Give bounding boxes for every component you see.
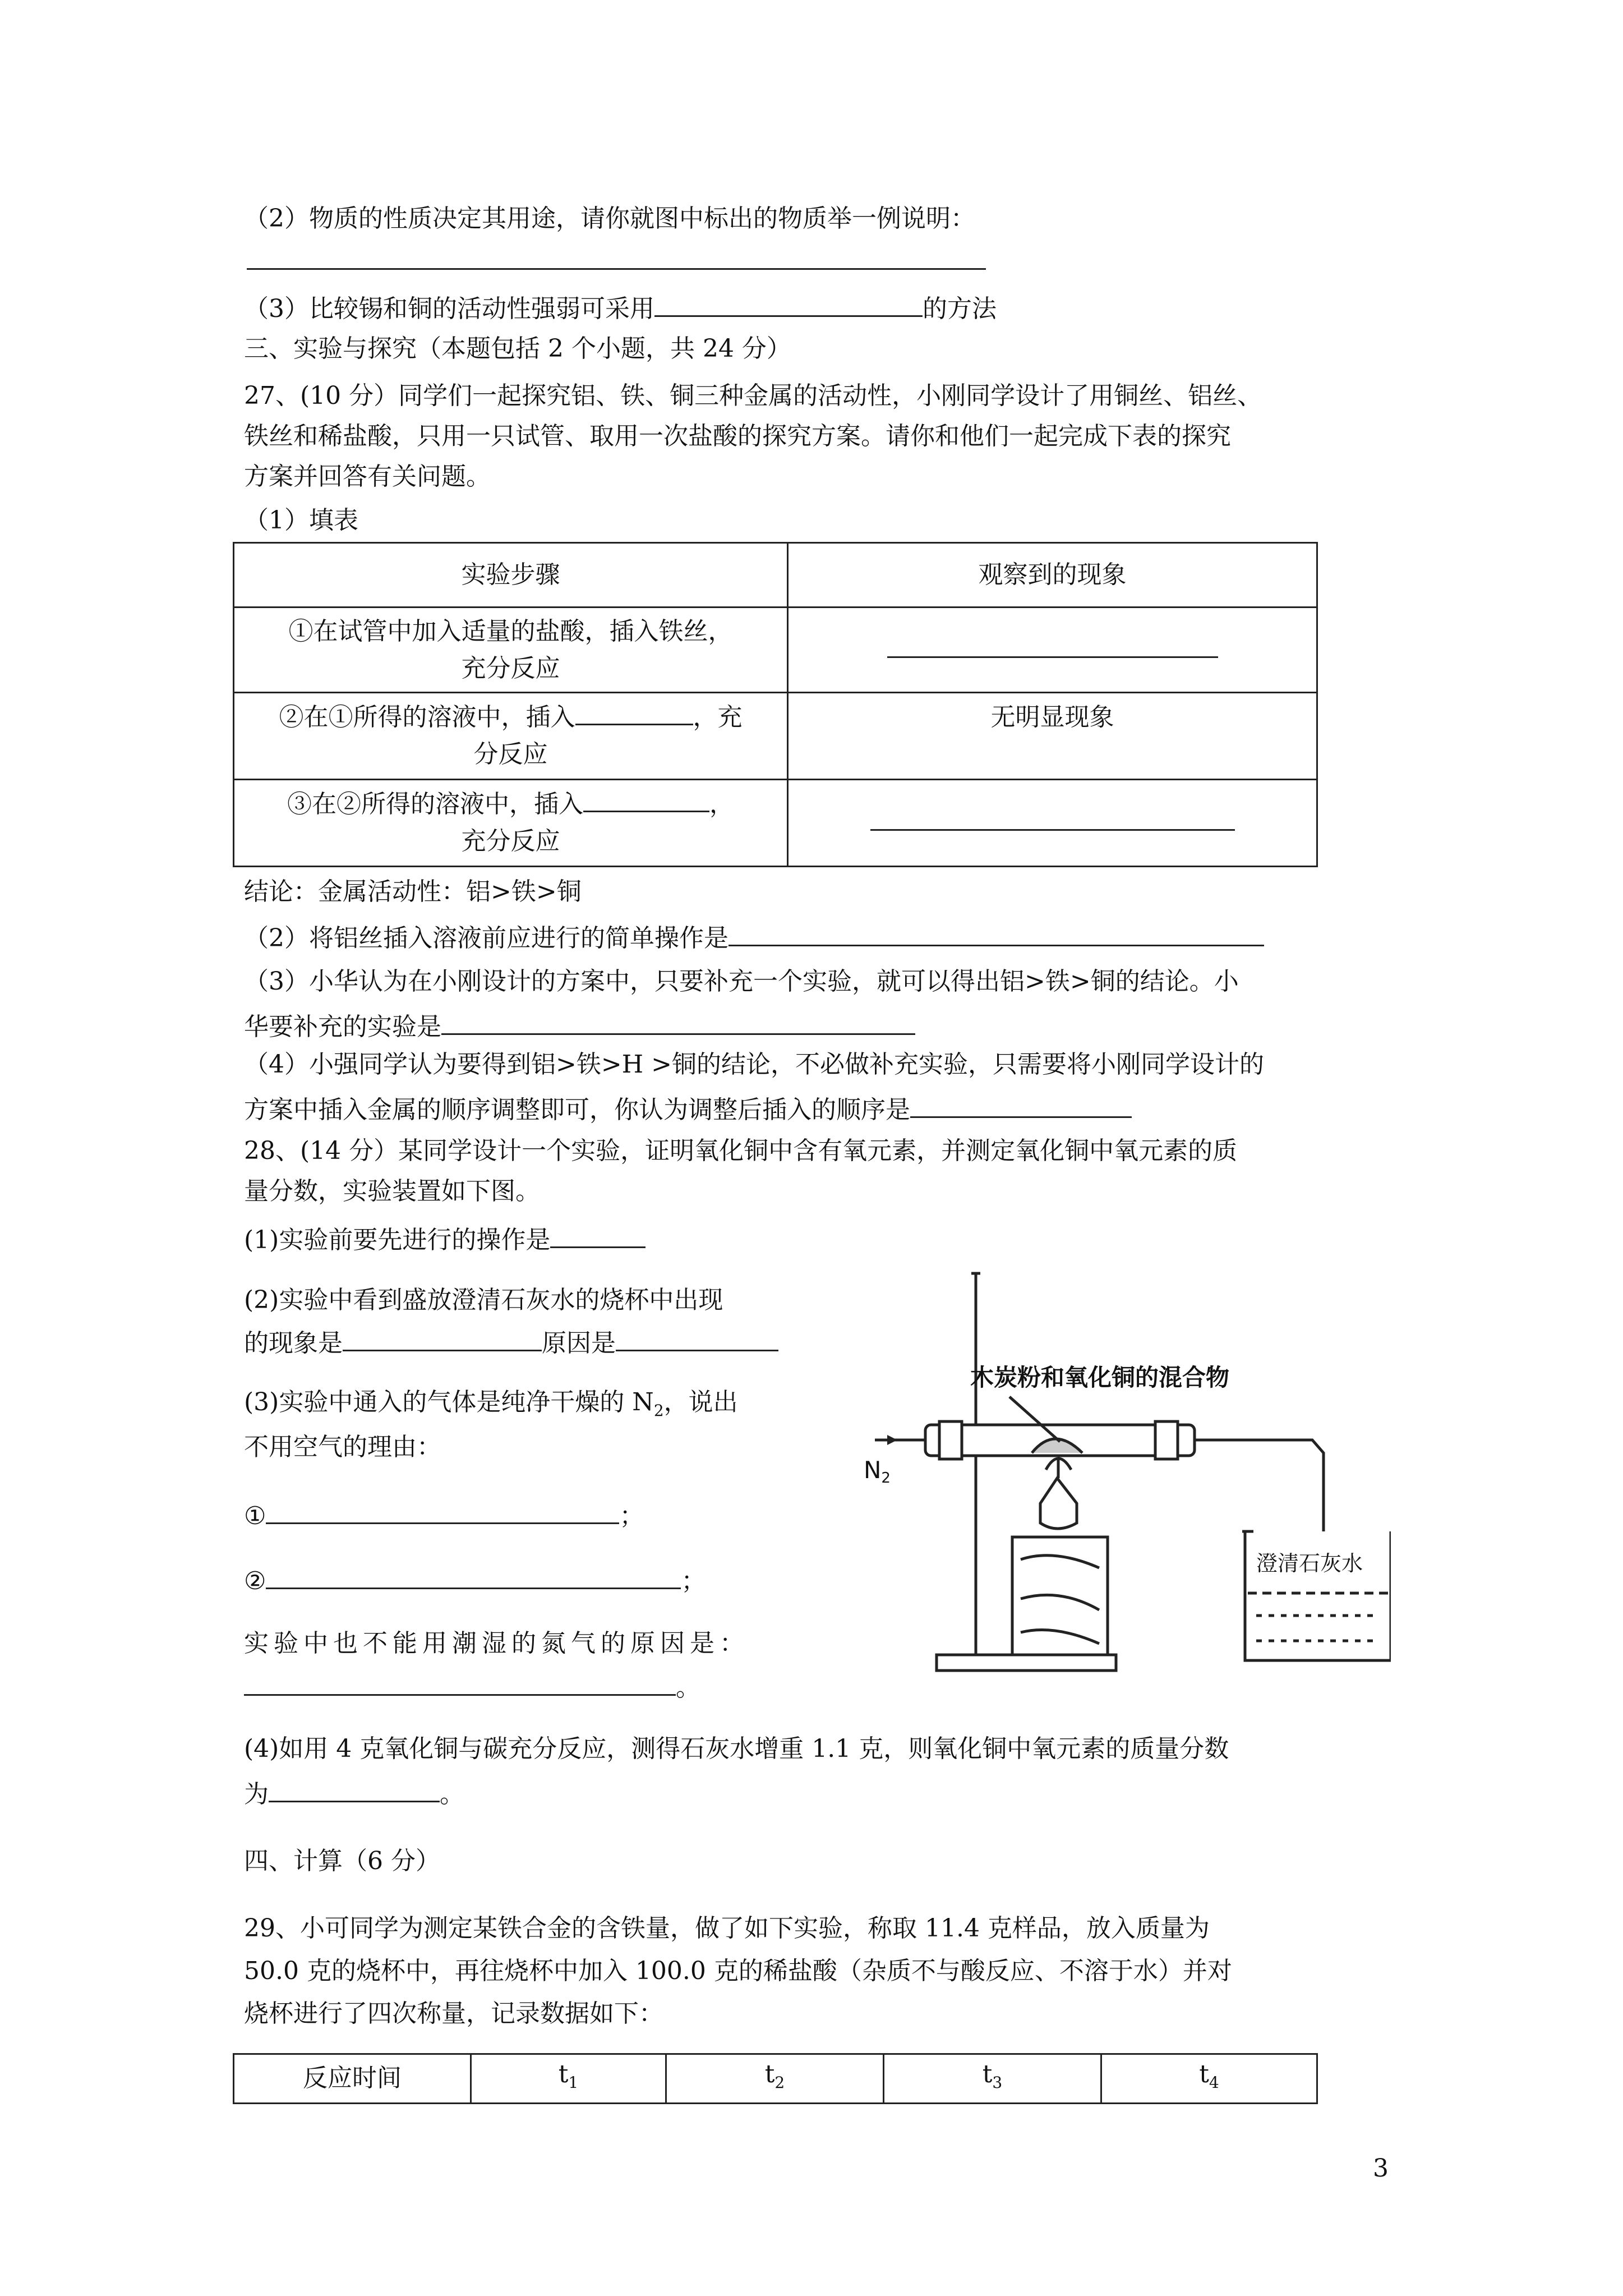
time-t1: $t_1$ bbox=[471, 2054, 666, 2104]
q28-item4-blank[interactable] bbox=[269, 1776, 440, 1802]
q27-item2: （2）将铝丝插入溶液前应进行的简单操作是 bbox=[244, 920, 1264, 955]
section4-title: 四、计算（6 分） bbox=[244, 1847, 440, 1875]
q26-item2: （2）物质的性质决定其用途，请你就图中标出的物质举一例说明： bbox=[244, 204, 975, 233]
q28-stem-line1: 28、(14 分）某同学设计一个实验，证明氧化铜中含有氧元素，并测定氧化铜中氧元素的质 bbox=[244, 1137, 1238, 1165]
table-row1-step: ①在试管中加入适量的盐酸，插入铁丝， 充分反应 bbox=[234, 608, 788, 693]
q28-item1-blank[interactable] bbox=[550, 1222, 645, 1248]
q28-item2-line1: (2)实验中看到盛放澄清石灰水的烧杯中出现 bbox=[244, 1286, 723, 1314]
q27-item3-line1: （3）小华认为在小刚设计的方案中，只要补充一个实验，就可以得出铝>铁>铜的结论。小 bbox=[244, 967, 1239, 996]
row3-metal-blank[interactable] bbox=[583, 786, 709, 812]
section3-title: 三、实验与探究（本题包括 2 个小题，共 24 分） bbox=[244, 334, 791, 363]
time-t2: $t_2$ bbox=[666, 2054, 884, 2104]
q27-stem-line2: 铁丝和稀盐酸，只用一只试管、取用一次盐酸的探究方案。请你和他们一起完成下表的探究 bbox=[244, 422, 1231, 450]
q27-item3-line2: 华要补充的实验是 bbox=[244, 1009, 915, 1044]
label-limewater: 澄清石灰水 bbox=[1256, 1551, 1363, 1576]
q27-item4-line2: 方案中插入金属的顺序调整即可，你认为调整后插入的顺序是 bbox=[244, 1092, 1132, 1127]
q28-item4-line2: 为 。 bbox=[244, 1776, 464, 1811]
q26-item3-blank[interactable] bbox=[654, 291, 923, 317]
q27-stem-line3: 方案并回答有关问题。 bbox=[244, 462, 491, 491]
label-mixture: 木炭粉和氧化铜的混合物 bbox=[970, 1364, 1230, 1391]
q26-item3: （3）比较锡和铜的活动性强弱可采用 的方法 bbox=[244, 291, 997, 326]
row1-observation-blank[interactable] bbox=[887, 632, 1218, 658]
q27-experiment-table bbox=[233, 542, 1318, 867]
q29-data-table bbox=[233, 2053, 1318, 2104]
q28-item4-line1: (4)如用 4 克氧化铜与碳充分反应，测得石灰水增重 1.1 克，则氧化铜中氧元素的质量分数 bbox=[244, 1734, 1229, 1763]
table-row2-step: ②在①所得的溶液中，插入 ，充 分反应 bbox=[234, 693, 788, 780]
q27-item2-blank[interactable] bbox=[728, 920, 1264, 946]
q28-item2-line2: 的现象是 原因是 bbox=[244, 1325, 778, 1360]
q27-stem-line1: 27、(10 分）同学们一起探究铝、铁、铜三种金属的活动性，小刚同学设计了用铜丝、铝丝、 bbox=[244, 381, 1262, 410]
row3-observation-blank[interactable] bbox=[870, 804, 1235, 831]
time-t4: $t_4$ bbox=[1101, 2054, 1317, 2104]
table-header-observation: 观察到的现象 bbox=[788, 543, 1317, 608]
q28-item3-line2: 不用空气的理由： bbox=[244, 1433, 441, 1461]
stand-base bbox=[937, 1655, 1116, 1671]
page-number: 3 bbox=[1373, 2154, 1389, 2183]
q27-conclusion: 结论：金属活动性：铝>铁>铜 bbox=[244, 877, 582, 906]
table-header-step: 实验步骤 bbox=[234, 543, 788, 608]
q28-item1: (1)实验前要先进行的操作是 bbox=[244, 1222, 645, 1257]
table-row3-observation[interactable] bbox=[788, 780, 1317, 867]
q28-stem-line2: 量分数，实验装置如下图。 bbox=[244, 1177, 540, 1205]
q28-reason2: ② ； bbox=[244, 1563, 706, 1598]
q28-wet-blank[interactable] bbox=[244, 1669, 676, 1696]
q27-item4-line1: （4）小强同学认为要得到铝>铁>H >铜的结论，不必做补充实验，只需要将小刚同学设计的 bbox=[244, 1050, 1264, 1079]
q27-item4-blank[interactable] bbox=[910, 1092, 1132, 1118]
table-row1-observation[interactable] bbox=[788, 608, 1317, 693]
table-header-reaction-time: 反应时间 bbox=[234, 2054, 471, 2104]
q28-reason-blank[interactable] bbox=[616, 1325, 778, 1351]
apparatus-diagram bbox=[841, 1257, 1391, 1694]
q27-item1: （1）填表 bbox=[244, 506, 358, 535]
table-row2-observation: 无明显现象 bbox=[788, 693, 1317, 780]
q28-reason1-blank[interactable] bbox=[266, 1498, 619, 1524]
q28-item3-line1: (3)实验中通入的气体是纯净干燥的 $N_2$，说出 bbox=[244, 1388, 738, 1420]
table-row3-step: ③在②所得的溶液中，插入 ， 充分反应 bbox=[234, 780, 788, 867]
q28-wet-nitrogen-answer: 。 bbox=[244, 1669, 700, 1705]
q29-stem-line3: 烧杯进行了四次称量，记录数据如下： bbox=[244, 1999, 663, 2028]
q27-item3-blank[interactable] bbox=[441, 1009, 915, 1035]
q29-stem-line1: 29、小可同学为测定某铁合金的含铁量，做了如下实验，称取 11.4 克样品，放入质量为 bbox=[244, 1914, 1210, 1943]
row2-metal-blank[interactable] bbox=[575, 699, 693, 725]
time-t3: $t_3$ bbox=[884, 2054, 1101, 2104]
q29-stem-line2: 50.0 克的烧杯中，再往烧杯中加入 100.0 克的稀盐酸（杂质不与酸反应、不溶于水）并对 bbox=[244, 1957, 1232, 1985]
q26-item2-answer-line[interactable] bbox=[247, 268, 986, 270]
q28-wet-nitrogen-question: 实验中也不能用潮湿的氮气的原因是： bbox=[244, 1629, 749, 1658]
q28-reason2-blank[interactable] bbox=[266, 1563, 681, 1589]
label-n2: N2 bbox=[864, 1456, 891, 1487]
alcohol-lamp bbox=[1040, 1478, 1077, 1529]
q28-phenomenon-blank[interactable] bbox=[343, 1325, 542, 1351]
q28-reason1: ① ； bbox=[244, 1498, 644, 1533]
